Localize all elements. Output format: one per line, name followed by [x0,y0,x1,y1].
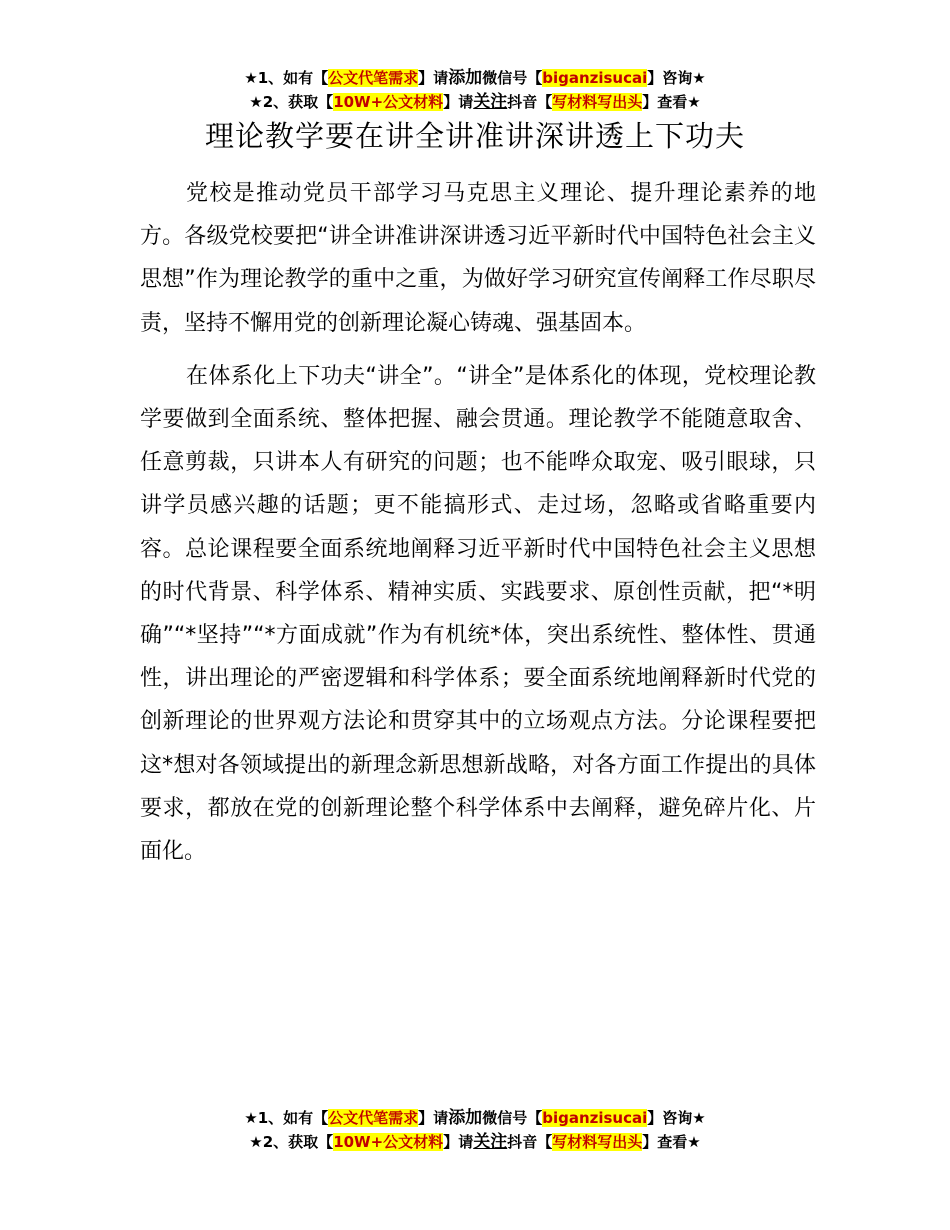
header-banner [0,66,950,114]
banner-emphasis: 关注 [473,92,508,112]
highlight-douyin-id: 写材料写出头 [552,93,643,111]
document-body [140,172,816,883]
highlight-materials: 10W+公文材料 [333,93,444,111]
highlight-wechat-id: biganzisucai [542,1109,648,1127]
highlight-service: 公文代笔需求 [328,1109,419,1127]
highlight-materials: 10W+公文材料 [333,1133,444,1151]
banner-emphasis: 添加 [448,1108,483,1128]
banner-text: 】请 [418,1109,449,1127]
banner-text: 】请 [443,93,474,111]
banner-text: ★2、获取【 [249,93,334,111]
highlight-wechat-id: biganzisucai [542,69,648,87]
banner-text: 微信号【 [482,1109,543,1127]
paragraph: 党校是推动党员干部学习马克思主义理论、提升理论素养的地方。各级党校要把“讲全讲准讲深讲透习近平新时代中国特色社会主义思想”作为理论教学的重中之重，为做好学习研究宣传阐释工作尽职尽责，坚持不懈用党的创新理论凝心铸魂、强基固本。 [140,181,816,336]
banner-text: 】咨询★ [647,1109,706,1127]
banner-text: 微信号【 [482,69,543,87]
footer-banner [0,1106,950,1154]
banner-text: 】请 [443,1133,474,1151]
highlight-service: 公文代笔需求 [328,69,419,87]
banner-text: 】咨询★ [647,69,706,87]
banner-text: ★2、获取【 [249,1133,334,1151]
banner-text: ★1、如有【 [244,1109,329,1127]
banner-text: ★1、如有【 [244,69,329,87]
paragraph: 在体系化上下功夫“讲全”。“讲全”是体系化的体现，党校理论教学要做到全面系统、整体把握、融会贯通。理论教学不能随意取舍、任意剪裁，只讲本人有研究的问题；也不能哗众取宠、吸引眼球，只讲学员感兴趣的话题；更不能搞形式、走过场，忽略或省略重要内容。总论课程要全面系统地阐释习近平新时代中国特色社会主义思想的时代背景、科学体系、精神实质、实践要求、原创性贡献，把“*明确”“*坚持”“*方面成就”作为有机统*体，突出系统性、整体性、贯通性，讲出理论的严密逻辑和科学体系；要全面系统地阐释新时代党的创新理论的世界观方法论和贯穿其中的立场观点方法。分论课程要把这*想对各领域提出的新理念新思想新战略，对各方面工作提出的具体要求，都放在党的创新理论整个科学体系中去阐释，避免碎片化、片面化。 [140,363,816,865]
banner-emphasis: 关注 [473,1132,508,1152]
page-title: 理论教学要在讲全讲准讲深讲透上下功夫 [204,119,745,153]
banner-line-1 [0,1106,950,1130]
banner-line-1 [0,66,950,90]
highlight-douyin-id: 写材料写出头 [552,1133,643,1151]
banner-text: 】查看★ [642,1133,701,1151]
banner-line-2 [0,90,950,114]
banner-text: 】查看★ [642,93,701,111]
banner-emphasis: 添加 [448,68,483,88]
banner-line-2 [0,1130,950,1154]
banner-text: 抖音【 [507,1133,553,1151]
banner-text: 抖音【 [507,93,553,111]
banner-text: 】请 [418,69,449,87]
